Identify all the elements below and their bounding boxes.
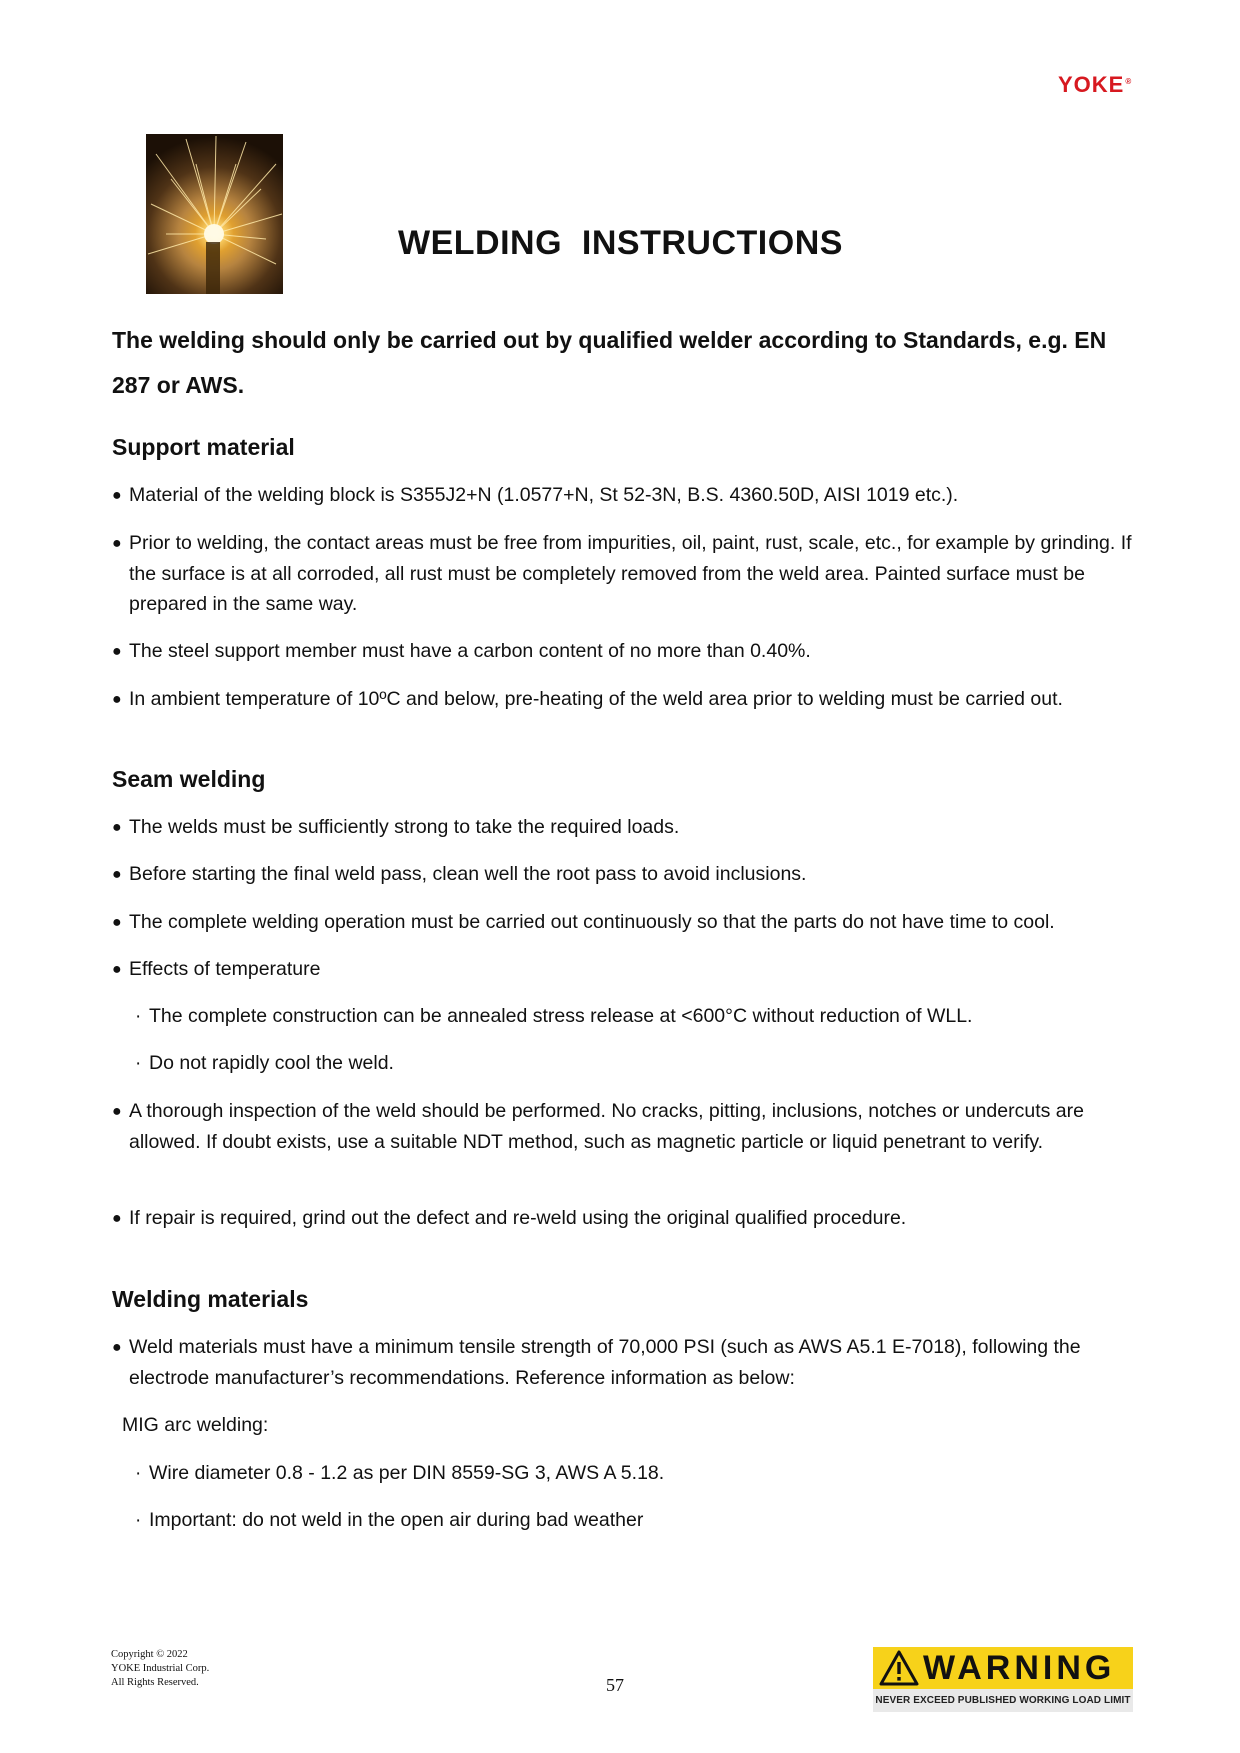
welding-sparks-photo — [146, 134, 283, 294]
yoke-logo — [1058, 72, 1132, 98]
sub-list-item: · Wire diameter 0.8 - 1.2 as per DIN 8559-SG 3, AWS A 5.18. — [135, 1458, 1135, 1489]
bullet-icon: ● — [112, 691, 122, 708]
list-item: ● If repair is required, grind out the defect and re-weld using the original qualified procedure. — [112, 1203, 1159, 1234]
bullet-icon: ● — [112, 643, 122, 660]
intro-text: The welding should only be carried out by qualified welder according to Standards, e.g. EN 287 or AWS. — [112, 327, 1107, 398]
warning-banner — [873, 1647, 1133, 1689]
registered-mark: ® — [1125, 76, 1133, 86]
warning-label — [873, 1647, 1133, 1712]
sub-list-item: · Important: do not weld in the open air during bad weather — [135, 1505, 1135, 1536]
warning-text: WARNING — [923, 1648, 1116, 1687]
copyright-line: Copyright © 2022 — [111, 1649, 188, 1660]
list-item: ● The welds must be sufficiently strong to take the required loads. — [112, 812, 1159, 843]
copyright-line: YOKE Industrial Corp. — [111, 1663, 210, 1674]
bullet-icon: ● — [112, 866, 122, 883]
page-number: 57 — [606, 1675, 624, 1695]
seam-welding-heading: Seam welding — [112, 766, 266, 792]
bullet-icon: ● — [112, 819, 122, 836]
bullet-icon: ● — [112, 1103, 122, 1120]
copyright-block — [111, 1648, 209, 1690]
sub-bullet-icon: · — [135, 1006, 142, 1027]
welding-materials-heading: Welding materials — [112, 1286, 309, 1312]
list-item: ● Effects of temperature — [112, 954, 1159, 985]
sub-list-item: · The complete construction can be annealed stress release at <600°C without reduction of WLL. — [135, 1001, 1135, 1032]
sub-bullet-icon: · — [135, 1053, 142, 1074]
bullet-icon: ● — [112, 487, 122, 504]
bullet-icon: ● — [112, 1210, 122, 1227]
list-item: ● Material of the welding block is S355J2+N (1.0577+N, St 52-3N, B.S. 4360.50D, AISI 1019 etc.). — [112, 480, 1159, 511]
bullet-icon: ● — [112, 535, 122, 552]
list-item: ● The complete welding operation must be carried out continuously so that the parts do not have time to cool. — [112, 907, 1159, 938]
mig-label: MIG arc welding: — [122, 1414, 269, 1436]
list-item: ● A thorough inspection of the weld should be performed. No cracks, pitting, inclusions, notches or undercuts are allowed. If doubt exists, use a suitable NDT method, such as magnetic particle or liquid penetrant to verify. — [112, 1096, 1159, 1157]
warning-triangle-icon — [879, 1650, 919, 1686]
warning-subtext: NEVER EXCEED PUBLISHED WORKING LOAD LIMIT — [873, 1689, 1133, 1712]
page-title: WELDING INSTRUCTIONS — [398, 224, 843, 262]
list-item: ● In ambient temperature of 10ºC and below, pre-heating of the weld area prior to welding must be carried out. — [112, 684, 1159, 715]
bullet-icon: ● — [112, 961, 122, 978]
sub-bullet-icon: · — [135, 1510, 142, 1531]
bullet-icon: ● — [112, 914, 122, 931]
list-item: ● The steel support member must have a carbon content of no more than 0.40%. — [112, 636, 1159, 667]
list-item: ● Weld materials must have a minimum tensile strength of 70,000 PSI (such as AWS A5.1 E-7018), following the electrode manufacturer’s recommendations. Reference information as below: — [112, 1332, 1159, 1393]
logo-text: YOKE — [1058, 72, 1125, 97]
list-item: ● Prior to welding, the contact areas must be free from impurities, oil, paint, rust, scale, etc., for example by grinding. If the surface is at all corroded, all rust must be completely removed from the weld area. Painted surface must be prepared in the same way. — [112, 528, 1159, 619]
sparks-graphic — [146, 134, 283, 294]
bullet-icon: ● — [112, 1339, 122, 1356]
sub-list-item: · Do not rapidly cool the weld. — [135, 1048, 1135, 1079]
sub-bullet-icon: · — [135, 1463, 142, 1484]
support-material-heading: Support material — [112, 434, 295, 460]
copyright-line: All Rights Reserved. — [111, 1677, 199, 1688]
list-item: ● Before starting the final weld pass, clean well the root pass to avoid inclusions. — [112, 859, 1159, 890]
